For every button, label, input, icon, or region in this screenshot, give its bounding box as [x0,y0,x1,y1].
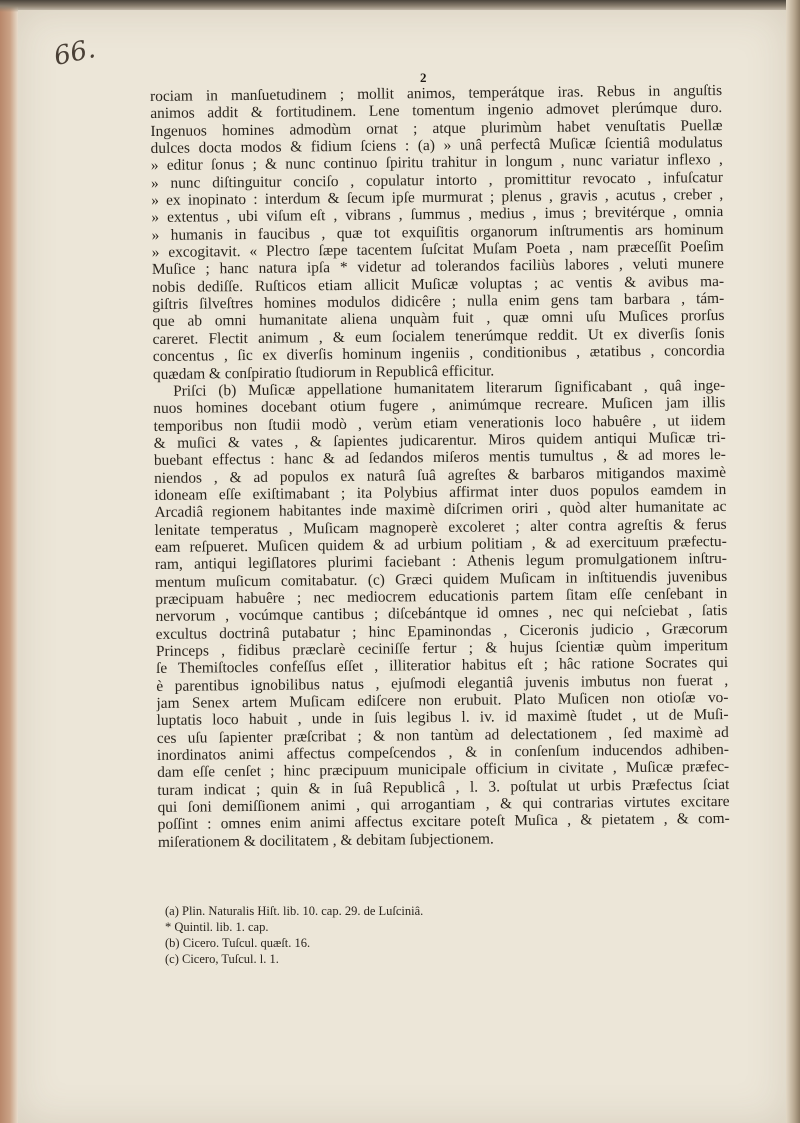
book-fore-edge [0,0,18,1123]
text-line: concentus , ſic ex diverſis hominum ingeniis , conditionibus , ætatibus , concordia [152,342,725,366]
text-line: que ab omni humanitate aliena unquàm fuit , quæ omni uſu Muſices prorſus [152,307,725,331]
text-line: quædam & conſpiratio ſtudiorum in Republicâ efficitur. [152,361,495,383]
footnote: (b) Cicero. Tuſcul. quæſt. 16. [165,936,311,950]
text-line: temporibus non ſtudii modò , verùm etiam venerationis loco habuêre , ut iidem [153,411,726,435]
text-line: præcipuam habuêre ; nec mediocrem educationis partem ſitam eſſe cenſebant in [155,584,728,608]
text-line: turam indicat ; quin & in ſuâ Republicâ , l. 3. poſtulat ut urbis Præfectus ſciat [157,775,730,799]
text-line: » ex inopinato : interdum & ſecum ipſe murmurat ; plenus , gravis , acutus , creber , [151,186,724,210]
text-line: » editur ſonus ; & nunc continuo ſpiritu trahitur in longum , nunc variatur inflexo , [150,151,723,175]
footnote: * Quintil. lib. 1. cap. [165,920,269,934]
book-right-edge [786,0,800,1123]
text-line: rociam in manſuetudinem ; mollit animos, temperátque iras. Rebus in anguſtis [150,82,723,105]
text-line: nervorum , vocúmque cantibus ; diſcebántque id omnes , nec qui neſciebat , ſatis [155,602,728,626]
body-text [150,82,730,851]
text-line: » nunc diſtinguitur conciſo , copulatur intorto , promittitur revocato , infuſcatur [150,168,724,192]
text-line: eam reſpueret. Muſicen quidem & ad urbium politiam , & ad exercituum præfectu- [154,532,727,556]
text-line: dulces docta modos & fidium ſciens : (a) » unâ perfectâ Muſicæ ſcientiâ modulatus [150,134,723,158]
text-line: careret. Flectit animum , & eum ſocialem tenerúmque reddit. Ut ex diverſis ſonis [152,324,725,348]
signature-mark: 2 [420,70,427,85]
text-line: nuos homines docebant otium fugere , animúmque recreare. Muſicen jam illis [153,394,726,418]
text-line: dam eſſe cenſet ; hinc præcipuum municipale officium in civitate , Muſicæ præfec- [157,758,730,782]
text-line: » excogitavit. « Plectro ſæpe tacentem ſuſcitat Muſam Poeta , nam præceſſit Poeſim [151,238,724,262]
text-line: luptatis loco habuit , unde in ſuis legibus l. iv. id maximè ſtudet , ut de Muſi- [156,706,729,730]
text-line: Priſci (b) Muſicæ appellatione humanitatem literarum ſignificabant , quâ inge- [173,376,726,400]
text-line: lenitate temperatus , Muſicam magnoperè excoleret ; alter contra agreſtis & ferus [154,515,727,539]
text-line: » extentus , ubi viſum eſt , vibrans , ſummus , medius , imus ; brevitérque , omnia [151,203,724,227]
text-line: animos addit & fortitudinem. Lene tomentum ingenio admovet plerúmque duro. [150,99,723,123]
footnotes [165,903,565,967]
text-line: giſtris ſilveſtres homines modulos didicêre ; nulla enim gens tam barbara , tám- [152,290,725,314]
text-line: excultus doctrinâ putabatur ; hinc Epaminondas , Ciceronis judicio , Græcorum [155,619,728,643]
text-line: jam Senex artem Muſicam ediſcere non erubuit. Plato Muſicen non otioſæ vo- [156,689,729,712]
text-line: » humanis in faucibus , quæ tot exquiſitis organorum inſtrumentis ars hominum [151,220,724,244]
handwritten-page-number: 66. [51,34,99,72]
text-line: è parentibus ignobilibus natus , ejuſmodi elegantiâ juvenis imbutus non fuerat , [156,671,729,695]
text-line: Princeps , fidibus præclarè ceciniſſe fertur ; & hujus ſcientiæ quùm imperitum [155,636,728,660]
text-line: buebant effectus : hanc & ad ſedandos miſeros mentis tumultus , & ad mores le- [153,446,726,470]
text-line: Muſice ; hanc natura ipſa * videtur ad tolerandos faciliùs labores , veluti munere [151,255,724,279]
text-line: ram, antiqui legiſlatores plurimi faciebant : Athenis legum promulgationem inſtru- [154,550,728,574]
text-line: Arcadiâ regionem habitantes inde maximè diſcrimen oriri , quòd alter humanitate ac [154,498,727,522]
footnote: (a) Plin. Naturalis Hiſt. lib. 10. cap. 29. de Luſciniâ. [165,904,424,918]
text-line: mentum muſicum comitabatur. (c) Græci quidem Muſicam in inſtituendis juvenibus [155,567,728,591]
text-line: miſerationem & docilitatem , & debitam ſubjectionem. [157,830,494,851]
text-line: ces uſu ſapienter præſcribat ; & non tantùm ad delectationem , ſed maximè ad [156,723,729,747]
text-line: idoneam eſſe exiſtimabant ; ita Polybius affirmat inter duos populos eamdem in [154,480,727,504]
footnote: (c) Cicero, Tuſcul. l. 1. [165,952,279,966]
text-line: nobis dediſſe. Ruſticos etiam allicit Muſicæ voluptas ; ac ventis & avibus ma- [151,272,725,296]
text-line: inordinatos animi affectus compeſcendos , & in conſenſum inducendos adhiben- [156,741,730,765]
text-line: ſe Themiſtocles confeſſus eſſet , illiteratior habitus eſt ; hâc ratione Socrates qui [155,654,729,678]
text-line: niendos , & ad populos ex naturâ ſuâ agreſtes & barbaros mitigandos maximè [153,463,727,487]
text-line: qui ſoni demiſſionem animi , qui arrogantiam , & qui contrarias virtutes excitare [157,793,730,817]
text-line: poſſint : omnes enim animi affectus excitare poteſt Muſica , & pietatem , & com- [157,810,730,834]
text-line: & muſici & vates , & ſapientes judicarentur. Miros quidem antiqui Muſicæ tri- [153,428,726,452]
text-line: Ingenuos homines admodùm ornat ; atque plurimùm habet venuſtatis Puellæ [150,116,723,140]
